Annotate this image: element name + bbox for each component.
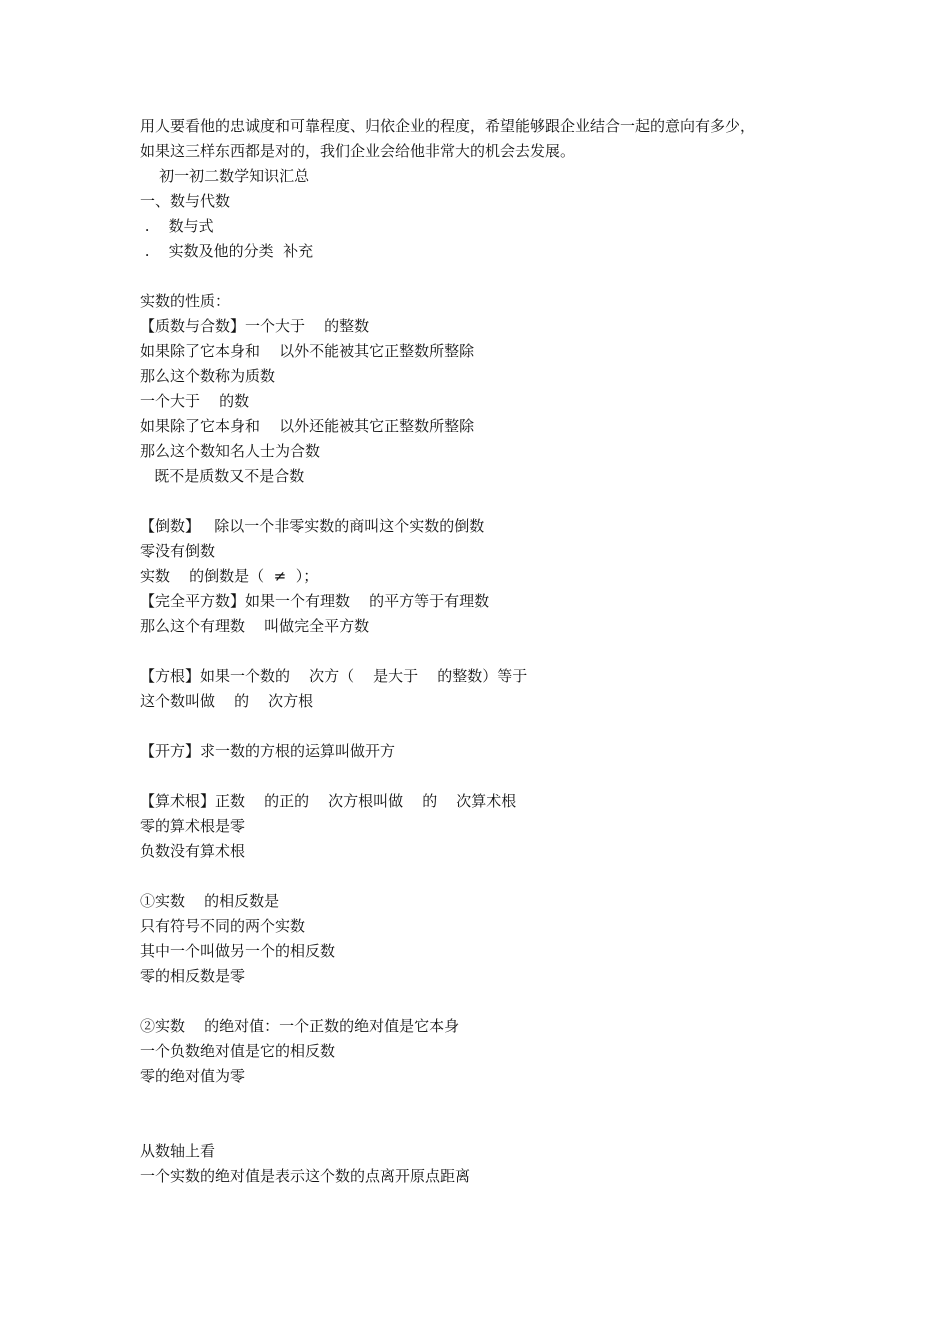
blank-line [140,264,820,289]
blank-line [140,864,820,889]
text-line: 【算术根】正数 的正的 次方根叫做 的 次算术根 [140,792,517,810]
subsection-heading: . 数与式 [140,217,214,235]
blank-line [140,639,820,664]
text-line: 一个负数绝对值是它的相反数 [140,1042,336,1060]
text-line: 那么这个有理数 叫做完全平方数 [140,617,370,635]
text-line: 【质数与合数】一个大于 的整数 [140,317,370,335]
blank-line [140,714,820,739]
text-line: 既不是质数又不是合数 [140,467,305,485]
blank-line [140,989,820,1014]
text-line: 负数没有算术根 [140,842,246,860]
section-title: 初一初二数学知识汇总 [140,167,310,185]
text-line: 如果这三样东西都是对的，我们企业会给他非常大的机会去发展。 [140,142,576,160]
blank-line [140,764,820,789]
text-line: 只有符号不同的两个实数 [140,917,306,935]
text-line: 其中一个叫做另一个的相反数 [140,942,336,960]
text-line: 【方根】如果一个数的 次方（ 是大于 的整数）等于 [140,667,528,685]
section-heading: 一、数与代数 [140,192,231,210]
blank-line [140,489,820,514]
text-line: 【倒数】 除以一个非零实数的商叫这个实数的倒数 [140,517,485,535]
text-line: 零没有倒数 [140,542,216,560]
text-line: 【开方】求一数的方根的运算叫做开方 [140,742,396,760]
text-line: 实数的性质： [140,292,231,310]
text-line: 零的相反数是零 [140,967,246,985]
text-line: 零的绝对值为零 [140,1067,246,1085]
text-line: 那么这个数知名人士为合数 [140,442,321,460]
document-body [140,114,820,1189]
text-line: 实数 的倒数是（ ≠ ）； [140,567,319,585]
text-line: 零的算术根是零 [140,817,246,835]
text-line: 从数轴上看 [140,1142,216,1160]
text-line: 这个数叫做 的 次方根 [140,692,314,710]
blank-line [140,1089,820,1139]
text-line: 如果除了它本身和 以外还能被其它正整数所整除 [140,417,475,435]
text-line: 一个大于 的数 [140,392,250,410]
text-line: ②实数 的绝对值：一个正数的绝对值是它本身 [140,1017,460,1035]
text-line: 一个实数的绝对值是表示这个数的点离开原点距离 [140,1167,471,1185]
text-line: ①实数 的相反数是 [140,892,280,910]
text-line: 那么这个数称为质数 [140,367,276,385]
text-line: 用人要看他的忠诚度和可靠程度、归依企业的程度，希望能够跟企业结合一起的意向有多少， [140,117,756,135]
subsection-heading: . 实数及他的分类 补充 [140,242,314,260]
text-line: 【完全平方数】如果一个有理数 的平方等于有理数 [140,592,490,610]
text-line: 如果除了它本身和 以外不能被其它正整数所整除 [140,342,475,360]
